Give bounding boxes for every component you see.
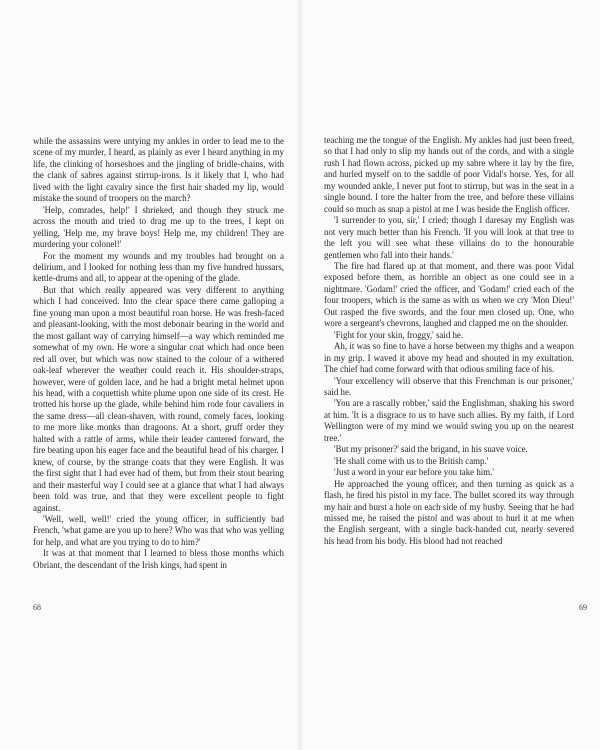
paragraph: 'He shall come with us to the British camp.': [334, 455, 489, 466]
paragraph: 'Your excellency will observe that this Frenchman is our prisoner,' said he.: [324, 375, 574, 397]
paragraph: It was at that moment that I learned to bless those months which Obriant, the descendant of the Irish kings, had spent in: [33, 548, 284, 570]
right-page-text: [324, 135, 574, 547]
paragraph: teaching me the tongue of the English. My ankles had just been freed, so that I had only to slip my hands out of the cords, and with a single rush I had flown across, picked up my sabre where it lay by the fire, and hurled myself on to the saddle of poor Vidal's horse. Yes, for all my wounded ankle, I never put foot to stirrup, but was in the seat in a single bound. I tore the halter from the tree, and before these villains could so much as snap a pistol at me I was beside the English officer.: [324, 135, 574, 214]
right-page: [300, 0, 600, 750]
paragraph: 'Help, comrades, help!' I shrieked, and though they struck me across the mouth and tried to drag me up to the trees, I kept on yelling, 'Help me, my brave boys! Help me, my children! They are murdering your colonel!': [33, 204, 284, 250]
paragraph: 'Well, well, well!' cried the young officer, in sufficiently bad French, 'what game are you up to here? Who was that who was yelling for help, and what are you trying to do to him?': [33, 513, 284, 547]
book-gutter: [296, 0, 304, 750]
paragraph: But that which really appeared was very different to anything which I had conceived. Into the clear space there came galloping a fine young man upon a most beautiful roan horse. He was fresh-faced and pleasant-looking, with the most debonair bearing in the world and the most gallant way of carrying himself—a way which reminded me somewhat of my own. He wore a singular coat which had once been red all over, but which was now stained to the colour of a withered oak-leaf wherever the weather could reach it. His shoulder-straps, however, were of golden lace, and he had a bright metal helmet upon his head, with a coquettish white plume upon one side of its crest. He trotted his horse up the glade, while behind him rode four cavaliers in the same dress—all clean-shaven, with round, comely faces, looking to me more like monks than dragoons. At a short, gruff order they halted with a rattle of arms, while their leader cantered forward, the fire beating upon his eager face and the beautiful head of his charger. I knew, of course, by the strange coats that they were English. It was the first sight that I had ever had of them, but from their stout bearing and their masterful way I could see at a glance that what I had always been told was true, and that they were excellent people to fight against.: [33, 284, 284, 513]
paragraph: 'Just a word in your ear before you take him.': [334, 467, 494, 478]
paragraph: He approached the young officer, and then turning as quick as a flash, he fired his pistol in my face. The bullet scored its way through my hair and burst a hole on each side of my busby. Seeing that he had missed me, he raised the pistol and was about to hurl it at me when the English sergeant, with a single back-handed cut, nearly severed his head from his body. His blood had not reached: [324, 478, 574, 546]
left-page-text: [33, 136, 284, 571]
paragraph: The fire had flared up at that moment, and there was poor Vidal exposed before them, as horrible an object as one could see in a nightmare. 'Godam!' cried the officer, and 'Godam!' cried each of the four troopers, which is the same as with us when we cry 'Mon Dieu!' Out rasped the five swords, and the four men closed up. One, who wore a sergeant's chevrons, laughed and clapped me on the shoulder.: [324, 260, 574, 329]
page-number: 69: [579, 603, 587, 612]
paragraph: 'Fight for your skin, froggy,' said he.: [334, 329, 464, 340]
page-number: 68: [33, 603, 41, 612]
paragraph: Ah, it was so fine to have a horse between my thighs and a weapon in my grip. I waved it above my head and shouted in my exultation. The chief had come forward with that odious smiling face of his.: [324, 341, 574, 375]
paragraph: while the assassins were untying my ankles in order to lead me to the scene of my murder, I heard, as plainly as ever I heard anything in my life, the clinking of horseshoes and the jingling of bridle-chains, with the clank of sabres against stirrup-irons. Is it likely that I, who had lived with the light cavalry since the first hair shaded my lip, would mistake the sound of troopers on the march?: [33, 136, 284, 204]
paragraph: 'But my prisoner?' said the brigand, in his suave voice.: [334, 444, 528, 455]
paragraph: 'I surrender to you, sir,' I cried; though I daresay my English was not very much better than his French. 'If you will look at that tree to the left you will see what these villains do to the honourable gentlemen who fall into their hands.': [324, 215, 574, 260]
paragraph: 'You are a rascally robber,' said the Englishman, shaking his sword at him. 'It is a disgrace to us to have such allies. By my faith, if Lord Wellington were of my mind we would swing you up on the nearest tree.': [324, 398, 574, 443]
paragraph: For the moment my wounds and my troubles had brought on a delirium, and I looked for nothing less than my five hundred hussars, kettle-drums and all, to appear at the opening of the glade.: [33, 250, 284, 284]
